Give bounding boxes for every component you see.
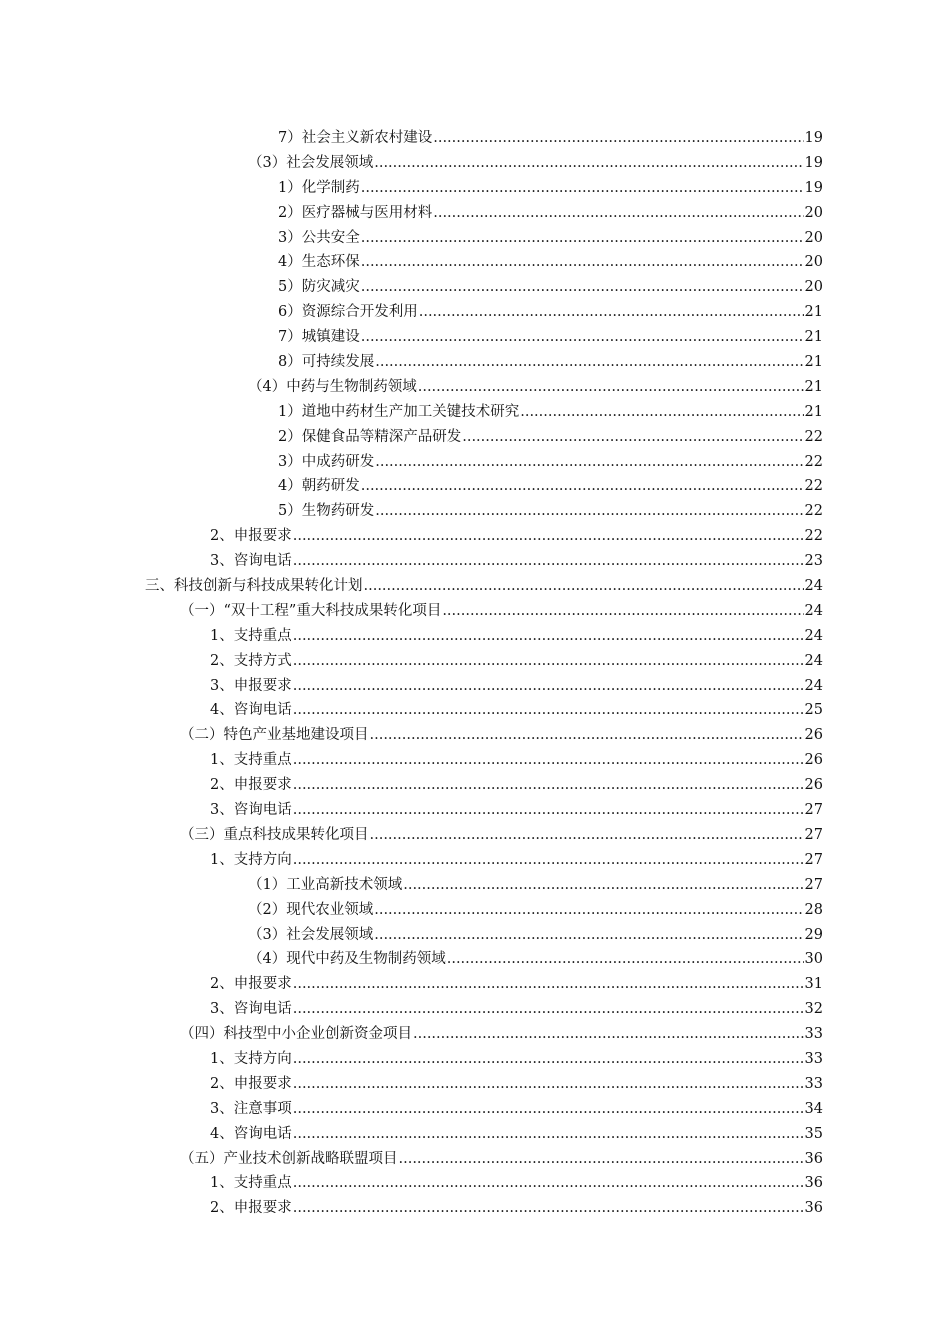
toc-dot-leader: [293, 1072, 804, 1097]
toc-entry-title: 2）保健食品等精深产品研发: [278, 428, 462, 445]
toc-dot-leader: [293, 972, 804, 997]
toc-entry[interactable]: [248, 947, 823, 972]
toc-page-number: 33: [804, 1050, 823, 1067]
toc-page-number: 22: [804, 528, 823, 545]
toc-page-number: 33: [804, 1026, 823, 1043]
toc-entry[interactable]: [210, 848, 823, 873]
toc-page-number: 20: [804, 279, 823, 296]
toc-page-number: 36: [804, 1175, 823, 1192]
toc-dot-leader: [418, 375, 804, 400]
toc-entry-title: 1）化学制药: [278, 179, 360, 196]
toc-page-number: 25: [804, 702, 823, 719]
toc-entry-title: 2、申报要求: [210, 777, 292, 794]
toc-page-number: 21: [804, 329, 823, 346]
table-of-contents: [0, 126, 950, 1221]
toc-dot-leader: [375, 350, 803, 375]
toc-dot-leader: [447, 947, 804, 972]
toc-dot-leader: [399, 1147, 804, 1172]
toc-dot-leader: [520, 400, 803, 425]
toc-dot-leader: [403, 873, 803, 898]
toc-entry[interactable]: [278, 425, 823, 450]
toc-page-number: 28: [804, 901, 823, 918]
toc-entry-title: 5）防灾减灾: [278, 279, 360, 296]
toc-entry[interactable]: [278, 499, 823, 524]
toc-page-number: 33: [804, 1075, 823, 1092]
toc-entry[interactable]: [180, 1147, 823, 1172]
toc-entry[interactable]: [210, 1196, 823, 1221]
toc-page-number: 22: [804, 453, 823, 470]
toc-dot-leader: [293, 674, 804, 699]
toc-dot-leader: [442, 599, 803, 624]
toc-entry-title: 1、支持重点: [210, 752, 292, 769]
toc-entry[interactable]: [180, 1022, 823, 1047]
toc-dot-leader: [293, 649, 804, 674]
toc-entry[interactable]: [210, 624, 823, 649]
toc-page-number: 20: [804, 229, 823, 246]
toc-dot-leader: [433, 126, 803, 151]
toc-entry[interactable]: [278, 474, 823, 499]
toc-dot-leader: [462, 425, 803, 450]
toc-page-number: 29: [804, 926, 823, 943]
toc-dot-leader: [361, 474, 804, 499]
toc-page-number: 21: [804, 304, 823, 321]
toc-entry-title: 3）中成药研发: [278, 453, 375, 470]
toc-entry-title: 2、支持方式: [210, 652, 292, 669]
toc-dot-leader: [293, 1196, 804, 1221]
toc-entry[interactable]: [278, 201, 823, 226]
toc-entry[interactable]: [278, 226, 823, 251]
toc-dot-leader: [374, 923, 803, 948]
toc-entry[interactable]: [210, 524, 823, 549]
toc-page-number: 21: [804, 403, 823, 420]
toc-page-number: 24: [804, 627, 823, 644]
toc-entry-title: 2、申报要求: [210, 528, 292, 545]
toc-entry-title: （4）中药与生物制药领域: [248, 378, 417, 395]
toc-dot-leader: [293, 549, 804, 574]
toc-entry-title: （一）“双十工程”重大科技成果转化项目: [180, 602, 442, 619]
toc-entry[interactable]: [210, 773, 823, 798]
toc-entry-title: 3、注意事项: [210, 1100, 292, 1117]
toc-page-number: 20: [804, 204, 823, 221]
toc-page-number: 35: [804, 1125, 823, 1142]
toc-page-number: 26: [804, 752, 823, 769]
toc-entry-title: 7）城镇建设: [278, 329, 360, 346]
toc-entry[interactable]: [248, 873, 823, 898]
toc-page-number: 23: [804, 553, 823, 570]
toc-page-number: 27: [804, 851, 823, 868]
toc-entry[interactable]: [278, 250, 823, 275]
toc-page-number: 24: [804, 578, 823, 595]
toc-page-number: 30: [804, 951, 823, 968]
toc-page-number: 21: [804, 354, 823, 371]
toc-entry-title: 1、支持方向: [210, 851, 292, 868]
toc-page-number: 22: [804, 503, 823, 520]
toc-entry-title: 7）社会主义新农村建设: [278, 130, 433, 146]
toc-entry-title: 2、申报要求: [210, 1075, 292, 1092]
toc-dot-leader: [413, 1022, 804, 1047]
toc-page-number: 27: [804, 826, 823, 843]
toc-entry[interactable]: [210, 1072, 823, 1097]
toc-dot-leader: [293, 798, 804, 823]
toc-entry[interactable]: [278, 450, 823, 475]
toc-entry-title: 4、咨询电话: [210, 702, 292, 719]
toc-entry-title: （四）科技型中小企业创新资金项目: [180, 1026, 412, 1043]
toc-dot-leader: [293, 698, 804, 723]
toc-page-number: 22: [804, 478, 823, 495]
toc-entry[interactable]: [210, 748, 823, 773]
toc-entry-title: 1、支持重点: [210, 1175, 292, 1192]
toc-entry-title: 3）公共安全: [278, 229, 360, 246]
toc-page-number: 36: [804, 1200, 823, 1217]
toc-entry-title: （二）特色产业基地建设项目: [180, 727, 369, 744]
toc-entry[interactable]: [248, 375, 823, 400]
toc-page-number: 19: [804, 130, 823, 146]
toc-page-number: 22: [804, 428, 823, 445]
toc-entry-title: （2）现代农业领域: [248, 901, 374, 918]
toc-page-number: 24: [804, 677, 823, 694]
toc-dot-leader: [433, 201, 803, 226]
toc-entry-title: （4）现代中药及生物制药领域: [248, 951, 446, 968]
toc-entry-title: 三、科技创新与科技成果转化计划: [145, 578, 363, 595]
toc-entry-title: （三）重点科技成果转化项目: [180, 826, 369, 843]
toc-page-number: 31: [804, 976, 823, 993]
toc-entry-title: （1）工业高新技术领域: [248, 876, 403, 893]
toc-dot-leader: [293, 1047, 804, 1072]
toc-dot-leader: [293, 624, 804, 649]
toc-entry[interactable]: [210, 1171, 823, 1196]
toc-entry[interactable]: [248, 923, 823, 948]
toc-entry-title: 6）资源综合开发利用: [278, 304, 418, 321]
toc-dot-leader: [293, 773, 804, 798]
toc-page-number: 27: [804, 802, 823, 819]
toc-entry[interactable]: [278, 300, 823, 325]
toc-entry[interactable]: [278, 126, 823, 151]
toc-page-number: 36: [804, 1150, 823, 1167]
toc-entry-title: 3、咨询电话: [210, 802, 292, 819]
toc-dot-leader: [419, 300, 804, 325]
toc-entry[interactable]: [210, 698, 823, 723]
toc-dot-leader: [374, 898, 803, 923]
toc-dot-leader: [293, 1097, 804, 1122]
toc-entry-title: 8）可持续发展: [278, 354, 375, 371]
toc-entry[interactable]: [210, 1122, 823, 1147]
toc-dot-leader: [375, 450, 803, 475]
toc-page-number: 24: [804, 602, 823, 619]
toc-entry-title: 3、咨询电话: [210, 1001, 292, 1018]
toc-page-number: 20: [804, 254, 823, 271]
toc-entry[interactable]: [210, 674, 823, 699]
toc-entry[interactable]: [210, 997, 823, 1022]
toc-dot-leader: [293, 1171, 804, 1196]
toc-page-number: 19: [804, 179, 823, 196]
toc-dot-leader: [293, 848, 804, 873]
toc-entry-title: （五）产业技术创新战略联盟项目: [180, 1150, 398, 1167]
toc-dot-leader: [364, 574, 804, 599]
toc-entry-title: 4、咨询电话: [210, 1125, 292, 1142]
toc-entry[interactable]: [210, 549, 823, 574]
toc-dot-leader: [361, 250, 804, 275]
toc-entry[interactable]: [210, 649, 823, 674]
toc-entry[interactable]: [180, 723, 823, 748]
toc-dot-leader: [361, 176, 804, 201]
toc-entry[interactable]: [278, 400, 823, 425]
toc-entry[interactable]: [210, 1047, 823, 1072]
toc-entry-title: （3）社会发展领域: [248, 154, 374, 171]
toc-dot-leader: [361, 226, 804, 251]
toc-entry-title: 3、申报要求: [210, 677, 292, 694]
toc-entry-title: 2）医疗器械与医用材料: [278, 204, 433, 221]
toc-dot-leader: [361, 275, 804, 300]
toc-entry[interactable]: [210, 1097, 823, 1122]
toc-entry-title: 4）朝药研发: [278, 478, 360, 495]
toc-entry-title: 2、申报要求: [210, 1200, 292, 1217]
toc-dot-leader: [370, 823, 804, 848]
toc-entry[interactable]: [248, 151, 823, 176]
toc-entry[interactable]: [248, 898, 823, 923]
toc-entry[interactable]: [180, 823, 823, 848]
toc-entry[interactable]: [210, 798, 823, 823]
toc-dot-leader: [293, 524, 804, 549]
toc-entry-title: （3）社会发展领域: [248, 926, 374, 943]
toc-entry-title: 2、申报要求: [210, 976, 292, 993]
toc-entry-title: 3、咨询电话: [210, 553, 292, 570]
toc-page-number: 24: [804, 652, 823, 669]
toc-entry[interactable]: [278, 176, 823, 201]
toc-dot-leader: [361, 325, 804, 350]
toc-entry[interactable]: [210, 972, 823, 997]
toc-dot-leader: [293, 748, 804, 773]
toc-entry-title: 1、支持方向: [210, 1050, 292, 1067]
toc-page-number: 19: [804, 154, 823, 171]
toc-entry-title: 4）生态环保: [278, 254, 360, 271]
toc-page-number: 21: [804, 378, 823, 395]
toc-dot-leader: [374, 151, 803, 176]
toc-entry[interactable]: [145, 574, 823, 599]
toc-dot-leader: [293, 1122, 804, 1147]
toc-dot-leader: [293, 997, 804, 1022]
toc-page-number: 34: [804, 1100, 823, 1117]
toc-entry[interactable]: [180, 599, 823, 624]
toc-entry-title: 1、支持重点: [210, 627, 292, 644]
toc-dot-leader: [375, 499, 803, 524]
toc-page-number: 26: [804, 777, 823, 794]
toc-entry-title: 5）生物药研发: [278, 503, 375, 520]
toc-page-number: 32: [804, 1001, 823, 1018]
toc-page-number: 27: [804, 876, 823, 893]
toc-entry[interactable]: [278, 325, 823, 350]
toc-entry[interactable]: [278, 275, 823, 300]
toc-page-number: 26: [804, 727, 823, 744]
toc-dot-leader: [370, 723, 804, 748]
toc-entry[interactable]: [278, 350, 823, 375]
toc-entry-title: 1）道地中药材生产加工关键技术研究: [278, 403, 520, 420]
